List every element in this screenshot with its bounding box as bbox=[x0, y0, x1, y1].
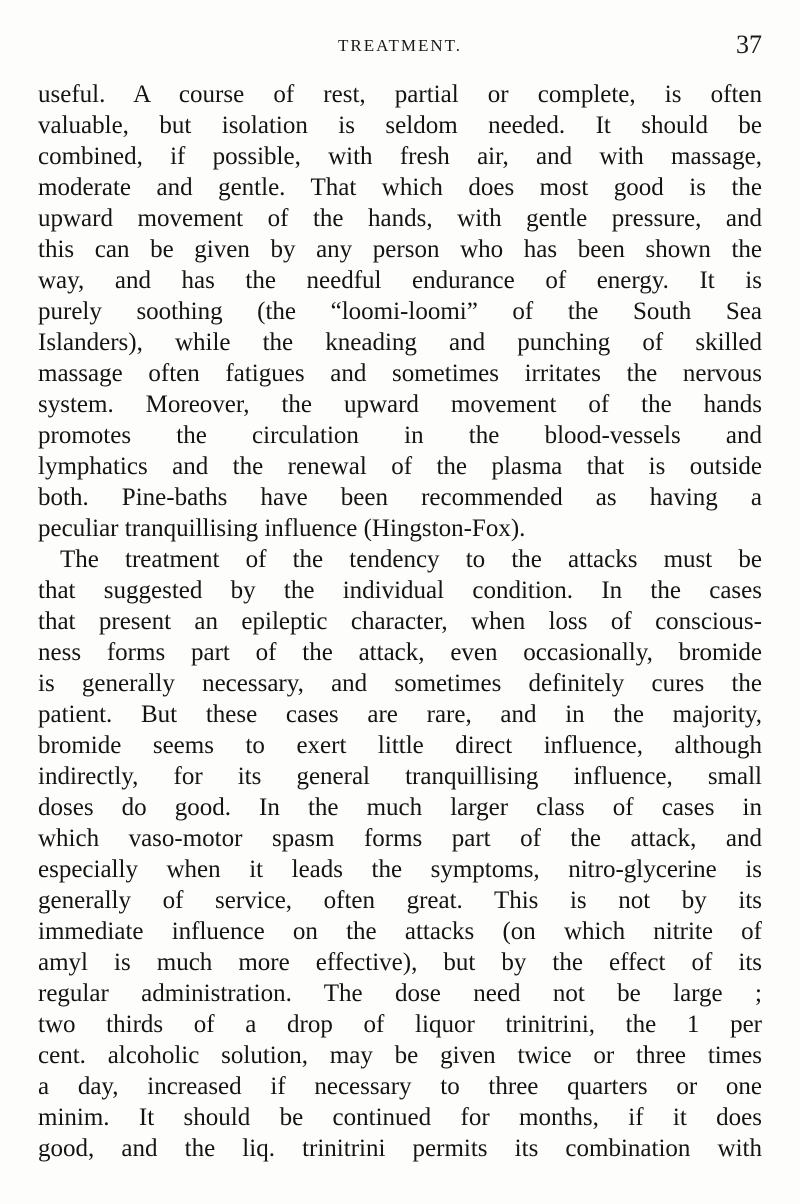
text-line: a day, increased if necessary to three quarters or one bbox=[38, 1073, 762, 1100]
paragraph-start-line: The treatment of the tendency to the attacks must be bbox=[60, 546, 762, 573]
text-line: moderate and gentle. That which does most good is the bbox=[38, 174, 762, 201]
text-line: valuable, but isolation is seldom needed. It should be bbox=[38, 112, 762, 139]
text-line: bromide seems to exert little direct influence, although bbox=[38, 732, 762, 759]
text-line: good, and the liq. trinitrini permits its combination with bbox=[38, 1135, 762, 1162]
text-line: system. Moreover, the upward movement of the hands bbox=[38, 391, 762, 418]
text-line: that present an epileptic character, when loss of conscious- bbox=[38, 608, 762, 635]
page-number: 37 bbox=[736, 30, 762, 59]
text-line: especially when it leads the symptoms, nitro-glycerine is bbox=[38, 856, 762, 883]
body-text bbox=[38, 79, 762, 1164]
text-line: that suggested by the individual condition. In the cases bbox=[38, 577, 762, 604]
text-line: is generally necessary, and sometimes definitely cures the bbox=[38, 670, 762, 697]
text-line: this can be given by any person who has been shown the bbox=[38, 236, 762, 263]
text-line: which vaso-motor spasm forms part of the attack, and bbox=[38, 825, 762, 852]
text-line: ness forms part of the attack, even occasionally, bromide bbox=[38, 639, 762, 666]
text-line: useful. A course of rest, partial or complete, is often bbox=[38, 81, 762, 108]
running-title: TREATMENT. bbox=[337, 36, 463, 55]
text-line: minim. It should be continued for months, if it does bbox=[38, 1104, 762, 1131]
text-line: massage often fatigues and sometimes irritates the nervous bbox=[38, 360, 762, 387]
text-line: generally of service, often great. This is not by its bbox=[38, 887, 762, 914]
text-line: regular administration. The dose need not be large ; bbox=[38, 980, 762, 1007]
text-line: cent. alcoholic solution, may be given twice or three times bbox=[38, 1042, 762, 1069]
text-line: two thirds of a drop of liquor trinitrini, the 1 per bbox=[38, 1011, 762, 1038]
text-line: combined, if possible, with fresh air, and with massage, bbox=[38, 143, 762, 170]
text-line: immediate influence on the attacks (on which nitrite of bbox=[38, 918, 762, 945]
text-line: purely soothing (the “loomi-loomi” of the South Sea bbox=[38, 298, 762, 325]
text-line: peculiar tranquillising influence (Hingston-Fox). bbox=[38, 515, 526, 542]
text-line: amyl is much more effective), but by the effect of its bbox=[38, 949, 762, 976]
text-line: promotes the circulation in the blood-vessels and bbox=[38, 422, 762, 449]
text-line: both. Pine-baths have been recommended as having a bbox=[38, 484, 762, 511]
text-line: way, and has the needful endurance of energy. It is bbox=[38, 267, 762, 294]
text-line: lymphatics and the renewal of the plasma that is outside bbox=[38, 453, 762, 480]
text-line: upward movement of the hands, with gentle pressure, and bbox=[38, 205, 762, 232]
text-line: indirectly, for its general tranquillising influence, small bbox=[38, 763, 762, 790]
running-head bbox=[0, 30, 800, 66]
text-line: Islanders), while the kneading and punching of skilled bbox=[38, 329, 762, 356]
text-line: patient. But these cases are rare, and in the majority, bbox=[38, 701, 762, 728]
text-line: doses do good. In the much larger class of cases in bbox=[38, 794, 762, 821]
